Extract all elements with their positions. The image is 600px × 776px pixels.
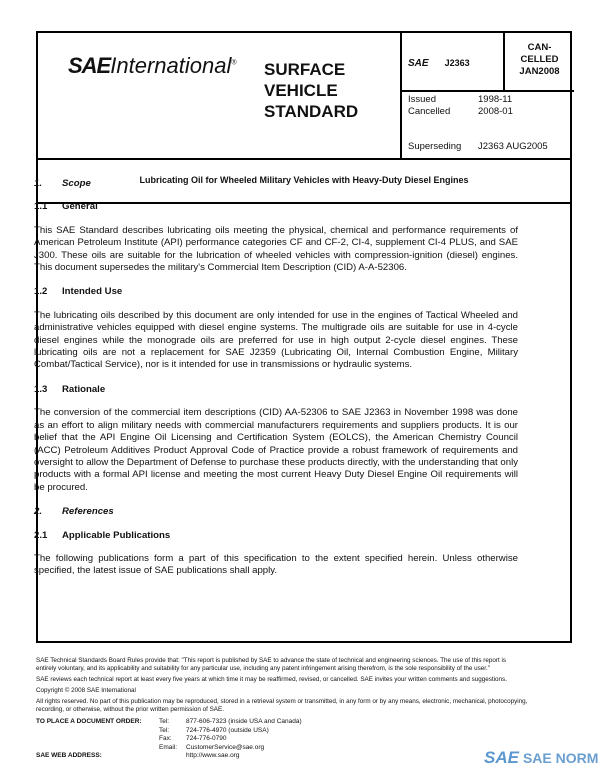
contact-key: Tel: (159, 718, 170, 725)
contact-key: Tel: (159, 726, 170, 734)
web-label: SAE WEB ADDRESS: (36, 752, 102, 759)
sae-norm-watermark: SAE SAE NORM (484, 748, 599, 767)
section-heading: 1.1 General (34, 201, 98, 213)
footer-line: All rights reserved. No part of this publication may be reproduced, stored in a retrieval system or transmitted, in any form or by any means, electronic, mechanical, photocopying, (36, 698, 528, 705)
footer-line: recording, or otherwise, without the prior written permission of SAE. (36, 706, 224, 713)
fax-number: 724-776-0790 (186, 735, 227, 742)
cancelled-stamp: CAN- CELLED JAN2008 (503, 33, 574, 90)
footer-line: SAE reviews each technical report at least every five years at which time it may be reaffirmed, revised, or cancelled. SAE invites your written comments and suggestions. (36, 676, 507, 683)
section-heading: 1.3 Rationale (34, 383, 106, 395)
doc-number: SAE J2363 (408, 58, 470, 69)
header (38, 33, 570, 160)
document-info (400, 33, 574, 158)
footer-line: entirely voluntary, and its applicability and suitability for any particular use, including any patent infringement arising therefrom, is the sole responsibility of the user." (36, 665, 490, 672)
phone-link[interactable]: 877-606-7323 (inside USA and Canada) (186, 718, 302, 725)
sae-international-logo: SAEInternational® (68, 53, 237, 78)
paragraph: The following publications form a part of this specification to the extent specified herein. Unless otherwise specified, the latest issue of SAE publications shall apply. (34, 552, 518, 577)
contact-key: Fax: (159, 735, 172, 742)
section-heading: 1. Scope (34, 178, 91, 189)
web-link[interactable]: http://www.sae.org (186, 752, 240, 759)
contact-key: Email: (159, 743, 178, 751)
paragraph: The lubricating oils described by this document are only intended for use in the engines of Tactical Wheeled and administrative vehicles equipped with diesel engine systems. The multigrade oils are suitable for use in 4-cycle diesel engines while the monograde oils are preferred for use in high output 2-cycle diesel engines. These lubricating oils are not a replacement for SAE J2359 (Lubricating Oil, Internal Combustion Engine, Military Combat/Tactical Service), nor is it intended for use in transmissions or hydraulic systems. (34, 309, 518, 371)
footer-line: Copyright © 2008 SAE International (36, 687, 136, 694)
paragraph: This SAE Standard describes lubricating oils meeting the physical, chemical and performance requirements of American Petroleum Institute (API) performance categories CF and CF-2, CI-4, supplement CI-4 PLUS, and SAE J300. These oils are suitable for the lubrication of wheeled vehicles with compression-ignition (diesel) engines. This document supersedes the military's Commercial Item Description (CID) A-A-52306. (34, 224, 518, 274)
section-heading: 1.2 Intended Use (34, 286, 123, 298)
issued: Issued 1998-11 (408, 94, 513, 105)
document-type: SURFACE VEHICLE STANDARD (264, 60, 359, 121)
section-heading: 2. References (34, 506, 114, 518)
legal-footer (36, 657, 600, 714)
superseding: Superseding J2363 AUG2005 (408, 141, 548, 152)
cancelled: Cancelled 2008-01 (408, 106, 513, 117)
phone-link[interactable]: 724-776-4970 (outside USA) (186, 726, 269, 734)
document-body (34, 178, 518, 590)
document-title: Lubricating Oil for Wheeled Military Vehicles with Heavy-Duty Diesel Engines (38, 158, 570, 204)
footer-line: SAE Technical Standards Board Rules provide that: "This report is published by SAE to advance the state of technical and engineering sciences. The use of this report is (36, 657, 506, 664)
email-link[interactable]: CustomerService@sae.org (186, 743, 265, 751)
paragraph: The conversion of the commercial item descriptions (CID) AA-52306 to SAE J2363 in November 1998 was done as an effort to align military needs with commercial manufacturers requirements and suppliers products. It is our belief that the API Engine Oil Licensing and Certification System (EOLCS), the American Chemistry Council (ACC) Petroleum Additives Product Approval Code of Practice provide a robust framework of requirements and oversight to allow the Department of Defense to purchase these products directly, with the understanding that only products with a formal API license and meeting the most current Heavy Duty Diesel Engine Oil requirements will be procured. (34, 407, 518, 493)
section-heading: 2.1 Applicable Publications (34, 529, 171, 541)
order-label: TO PLACE A DOCUMENT ORDER: (36, 718, 142, 725)
